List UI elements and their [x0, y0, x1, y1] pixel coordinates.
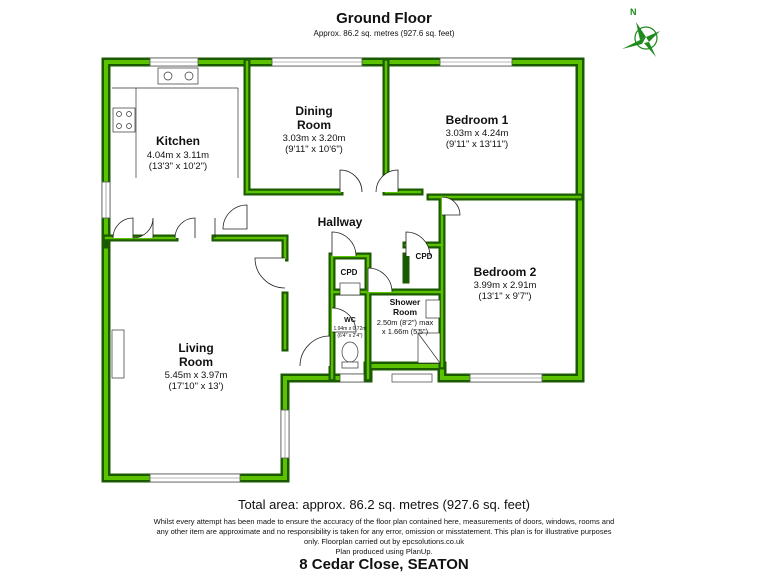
shower-dims-line1: 2.50m (8'2") max [376, 318, 434, 327]
living-door [255, 258, 285, 288]
toilet-cistern-icon [342, 362, 358, 368]
fireplace-icon [112, 330, 124, 378]
bedroom1-dims-metric: 3.03m x 4.24m [445, 128, 509, 139]
shower-window [392, 374, 432, 382]
shower-label-line1: Shower [389, 297, 421, 307]
compass-north-label: N [630, 7, 637, 17]
kitchen-dims-metric: 4.04m x 3.11m [146, 150, 210, 161]
living-label-line1: Living [178, 341, 214, 355]
property-address: 8 Cedar Close, SEATON [299, 556, 469, 573]
kitchen-door [175, 218, 195, 238]
dining-dims-metric: 3.03m x 3.20m [282, 133, 346, 144]
kitchen-dims-imperial: (13'3" x 10'2") [148, 161, 208, 172]
dining-label-line1: Dining [295, 104, 333, 118]
wc-basin-icon [340, 283, 360, 295]
disclaimer-line2: any other item are approximate and no responsibility is taken for any error, omission or misstatement. This plan is for illustrative purposes [156, 527, 612, 536]
hob-icon [113, 108, 135, 132]
bedroom1-dims-imperial: (9'11" x 13'11") [445, 139, 509, 150]
compass-needle-east [646, 31, 660, 42]
toilet-icon [342, 342, 358, 362]
shower-basin-icon [426, 300, 440, 318]
sink-bowl-icon [164, 72, 172, 80]
hob-ring-icon-3 [117, 124, 122, 129]
dining-label-line2: Room [297, 118, 331, 132]
bedroom2-dims-imperial: (13'1" x 9'7") [478, 291, 532, 302]
kitchen-label: Kitchen [155, 134, 201, 148]
wc-dims-line1: 1.94m x 0.72m [333, 326, 367, 332]
living-dims-imperial: (17'10" x 13') [168, 381, 224, 392]
floor-title: Ground Floor [336, 10, 432, 27]
bedroom2-dims-metric: 3.99m x 2.91m [473, 280, 537, 291]
disclaimer [130, 517, 638, 557]
hallway-kitchen-door [223, 205, 247, 229]
hob-ring-icon-2 [127, 112, 132, 117]
cpd-right-label: CPD [415, 252, 433, 261]
front-door [300, 336, 330, 366]
cpd-left-door [332, 232, 356, 256]
compass-icon [622, 7, 660, 57]
sink-bowl-icon-2 [185, 72, 193, 80]
hob-ring-icon-4 [127, 124, 132, 129]
kitchen-back-door [113, 218, 133, 238]
bedroom1-label: Bedroom 1 [445, 113, 509, 127]
compass-ring [635, 27, 657, 49]
floor-area-subtitle: Approx. 86.2 sq. metres (927.6 sq. feet) [313, 29, 455, 38]
disclaimer-line4: Plan produced using PlanUp. [335, 547, 433, 556]
living-label-line2: Room [179, 355, 213, 369]
wc-dims-line2: (6'4" x 2'4") [337, 333, 363, 339]
hob-ring-icon [117, 112, 122, 117]
disclaimer-line1: Whilst every attempt has been made to ensure the accuracy of the floor plan contained here, measurements of doors, windows, rooms and [153, 517, 615, 526]
wc-window [340, 374, 364, 382]
total-area: Total area: approx. 86.2 sq. metres (927.6 sq. feet) [238, 497, 530, 512]
shower-door [368, 268, 392, 292]
hallway-label: Hallway [317, 215, 363, 229]
compass-needle-west [622, 37, 646, 49]
shower-label-line2: Room [392, 307, 418, 317]
living-dims-metric: 5.45m x 3.97m [164, 370, 228, 381]
dining-dims-imperial: (9'11" x 10'6") [285, 144, 343, 155]
cpd-left-label: CPD [340, 268, 358, 277]
bedroom1-door [376, 170, 398, 192]
wc-label: WC [344, 317, 356, 324]
bedroom2-label: Bedroom 2 [473, 265, 537, 279]
shower-dims-line2: x 1.66m (5'5") [381, 327, 429, 336]
dining-door [340, 170, 362, 192]
disclaimer-line3: only. Floorplan carried out by epcsolutions.co.uk [304, 537, 464, 546]
